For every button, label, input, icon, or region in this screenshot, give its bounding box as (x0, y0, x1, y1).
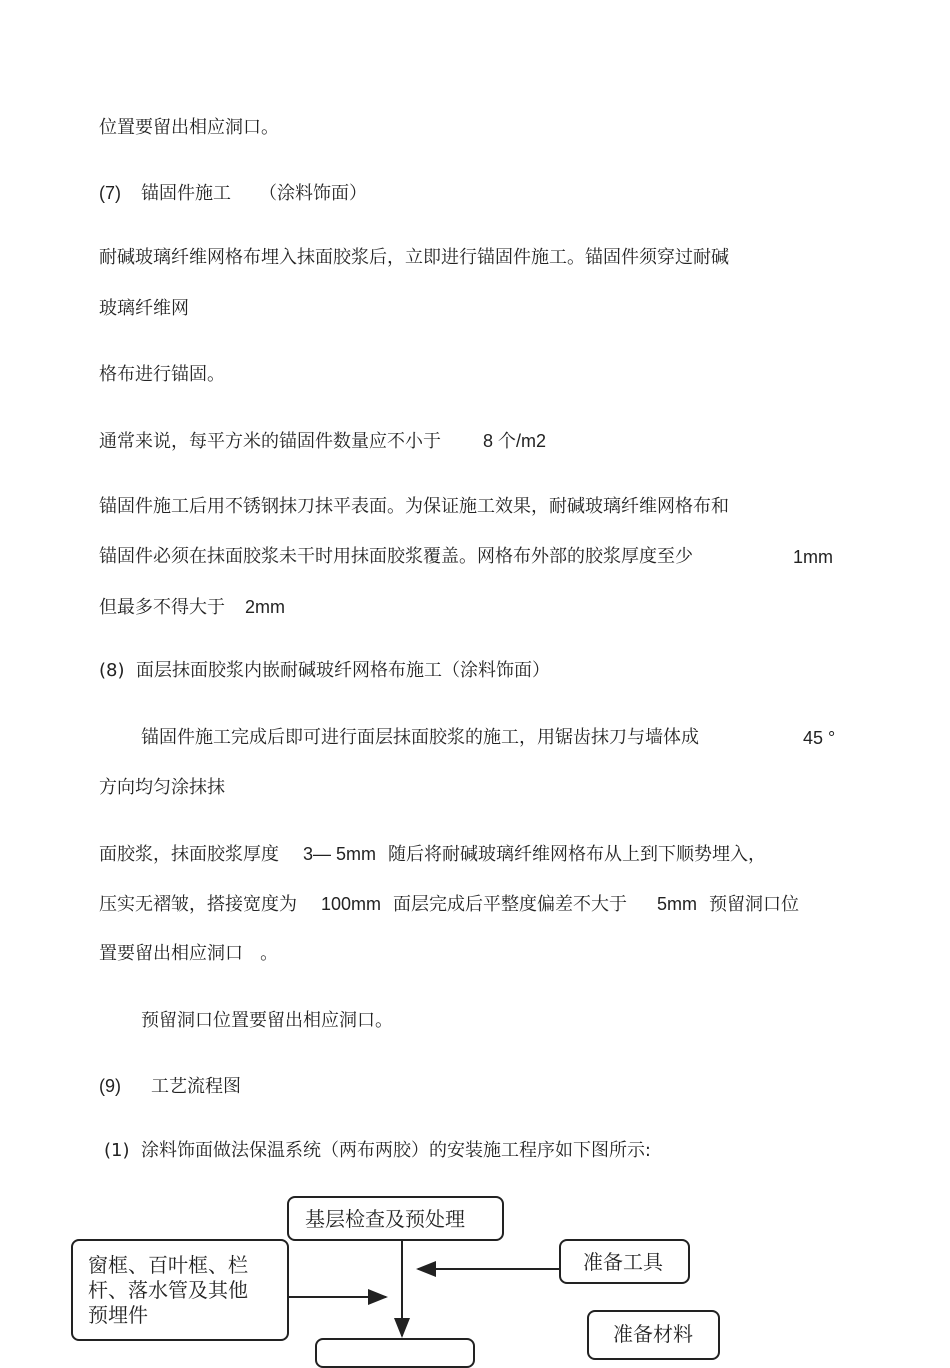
paragraph-line: 锚固件施工后用不锈钢抹刀抹平表面。为保证施工效果，耐碱玻璃纤维网格布和 (99, 496, 729, 517)
section-title: 工艺流程图 (151, 1076, 241, 1097)
max-thickness-value: 2mm (245, 597, 285, 617)
angle-value: 45 ° (803, 728, 836, 748)
paragraph-line: (1) 涂料饰面做法保温系统（两布两胶）的安装施工程序如下图所示: (104, 1140, 652, 1161)
paragraph-line: 耐碱玻璃纤维网格布埋入抹面胶浆后，立即进行锚固件施工。锚固件须穿过耐碱 (99, 247, 729, 268)
paragraph-line: 但最多不得大于 2mm (99, 597, 285, 618)
overlap-width-value: 100mm (321, 894, 382, 914)
anchor-count-value: 8 个/m2 (483, 431, 547, 451)
paragraph-line: 锚固件必须在抹面胶浆未干时用抹面胶浆覆盖。网格布外部的胶浆厚度至少 1mm (99, 546, 833, 567)
flow-box-embedded-parts: 窗框、百叶框、栏 杆、落水管及其他 预埋件 (71, 1239, 289, 1341)
flow-box-base-inspection: 基层检查及预处理 (287, 1196, 504, 1241)
section-title: 锚固件施工 (141, 183, 231, 204)
flow-box-prepare-materials: 准备材料 (587, 1310, 720, 1360)
section-number: (9) (99, 1076, 121, 1096)
mortar-thickness-value: 3— 5mm (303, 844, 377, 864)
section-number: (7) (99, 183, 121, 203)
paragraph-line: 置要留出相应洞口 。 (99, 943, 279, 964)
paragraph-line: 位置要留出相应洞口。 (99, 117, 279, 138)
section-8-heading: (8) 面层抹面胶浆内嵌耐碱玻纤网格布施工（涂料饰面） (99, 660, 550, 681)
section-note: （涂料饰面） (259, 183, 367, 204)
paragraph-line: 压实无褶皱，搭接宽度为 100mm 面层完成后平整度偏差不大于 5mm 预留洞口位 (99, 894, 800, 915)
paragraph-line: 方向均匀涂抹抹 (99, 777, 225, 798)
min-thickness-value: 1mm (793, 547, 833, 567)
paragraph-line: 玻璃纤维网 (99, 298, 189, 319)
paragraph-line: 预留洞口位置要留出相应洞口。 (141, 1010, 393, 1031)
flow-box-prepare-tools: 准备工具 (559, 1239, 690, 1284)
paragraph-line: 面胶浆，抹面胶浆厚度 3— 5mm 随后将耐碱玻璃纤维网格布从上到下顺势埋入， (99, 844, 767, 865)
paragraph-line: 通常来说，每平方米的锚固件数量应不小于 8 个/m2 (99, 431, 547, 452)
paragraph-line: 格布进行锚固。 (99, 364, 225, 385)
paragraph-line: 锚固件施工完成后即可进行面层抹面胶浆的施工，用锯齿抹刀与墙体成 45 ° (141, 727, 836, 748)
flatness-tolerance-value: 5mm (657, 894, 698, 914)
flow-box-next-step (315, 1338, 475, 1368)
